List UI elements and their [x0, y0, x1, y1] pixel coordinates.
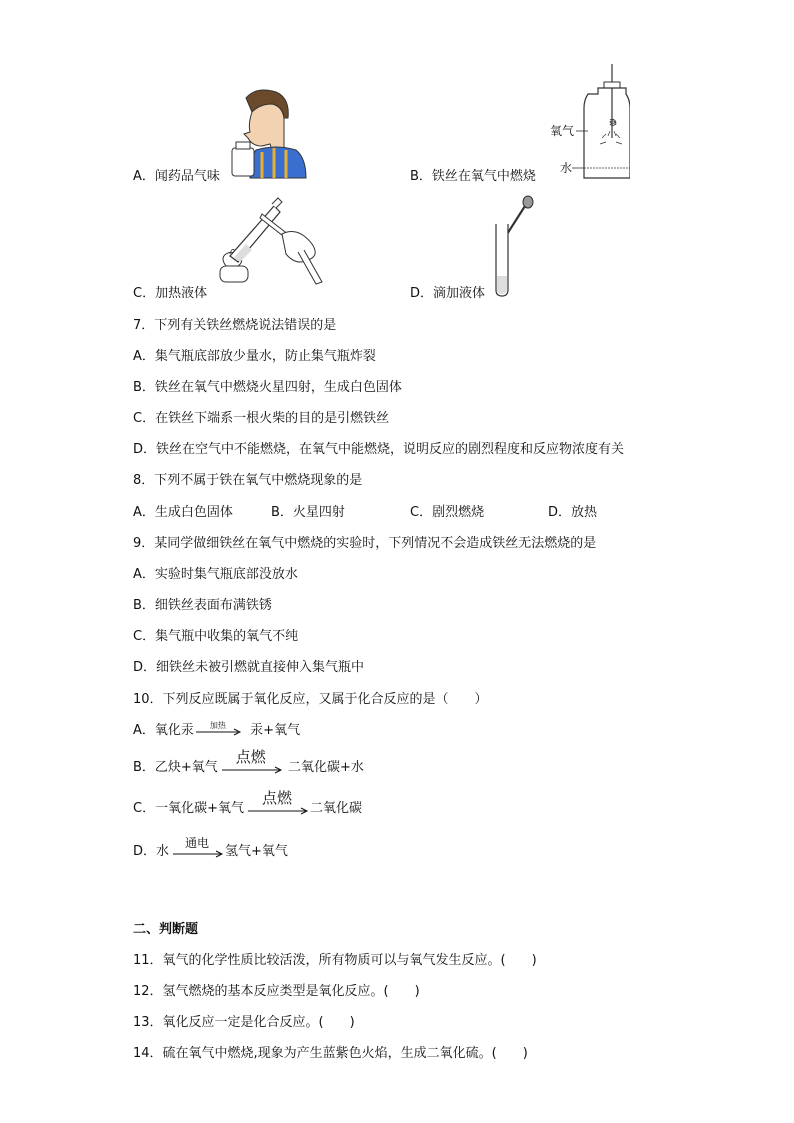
reaction-condition: 加热	[209, 720, 226, 730]
q10-option-a	[133, 720, 301, 739]
q9-option-a: A．实验时集气瓶底部没放水	[133, 567, 298, 582]
reaction-condition: 通电	[185, 835, 210, 850]
q9-option-c: C．集气瓶中收集的氧气不纯	[133, 629, 299, 644]
oxygen-label: 氧气	[550, 124, 575, 138]
q8-option-a: A．生成白色固体	[133, 505, 233, 520]
heating-liquid-figure	[212, 196, 330, 292]
q7-option-b: B．铁丝在氧气中燃烧火星四射，生成白色固体	[133, 380, 402, 395]
reaction-condition: 点燃	[261, 788, 292, 807]
reaction-arrow	[218, 747, 284, 775]
water-leader-line	[572, 167, 584, 171]
q10-option-d	[133, 835, 288, 860]
water-label: 水	[560, 161, 573, 175]
oxygen-leader-line	[576, 130, 588, 134]
q8-option-d: D．放热	[548, 505, 598, 520]
q6-option-d: D．滴加液体	[410, 286, 486, 301]
q7-option-a: A．集气瓶底部放少量水，防止集气瓶炸裂	[133, 349, 376, 364]
q7-option-c: C．在铁丝下端系一根火柴的目的是引燃铁丝	[133, 411, 390, 426]
reaction-condition: 点燃	[235, 747, 266, 766]
q10-d-product: 氢气+氧气	[225, 844, 288, 859]
q10-stem: 10．下列反应既属于氧化反应，又属于化合反应的是（ ）	[133, 692, 488, 707]
q10-option-b	[133, 747, 364, 776]
q6-option-a: A．闻药品气味	[133, 169, 220, 184]
smelling-figure	[226, 88, 308, 180]
q14-statement: 14．硫在氧气中燃烧,现象为产生蓝紫色火焰，生成二氧化硫。( )	[133, 1046, 528, 1061]
q12-statement: 12．氢气燃烧的基本反应类型是氧化反应。( )	[133, 984, 420, 999]
q11-statement: 11．氧气的化学性质比较活泼，所有物质可以与氧气发生反应。( )	[133, 953, 537, 968]
q7-option-d: D．铁丝在空气中不能燃烧，在氧气中能燃烧，说明反应的剧烈程度和反应物浓度有关	[133, 442, 625, 457]
section-title: 二、判断题	[133, 922, 199, 937]
q8-option-c: C．剧烈燃烧	[410, 505, 485, 520]
reaction-arrow	[169, 835, 225, 859]
q10-option-c	[133, 788, 362, 817]
q10-c-product: 二氧化碳	[309, 801, 362, 816]
q10-d-reactant: D．水	[133, 844, 170, 859]
q10-a-reactant: A．氧化汞	[133, 723, 194, 738]
q6-option-b: B．铁丝在氧气中燃烧	[410, 169, 536, 184]
q9-stem: 9．某同学做细铁丝在氧气中燃烧的实验时，下列情况不会造成铁丝无法燃烧的是	[133, 536, 597, 551]
reaction-arrow	[194, 720, 242, 738]
q9-option-d: D．细铁丝未被引燃就直接伸入集气瓶中	[133, 660, 365, 675]
q10-c-reactant: C．一氧化碳+氧气	[133, 801, 244, 816]
q6-option-c: C．加热液体	[133, 286, 208, 301]
q8-stem: 8．下列不属于铁在氧气中燃烧现象的是	[133, 473, 363, 488]
dropping-liquid-figure	[492, 194, 536, 298]
q13-statement: 13．氧化反应一定是化合反应。( )	[133, 1015, 355, 1030]
q10-a-product: 汞+氧气	[250, 723, 301, 738]
iron-burning-figure	[582, 64, 630, 182]
q8-option-b: B．火星四射	[271, 505, 345, 520]
q7-stem: 7．下列有关铁丝燃烧说法错误的是	[133, 318, 337, 333]
q10-b-reactant: B．乙炔+氧气	[133, 760, 218, 775]
q9-option-b: B．细铁丝表面布满铁锈	[133, 598, 272, 613]
q10-b-product: 二氧化碳+水	[287, 760, 364, 775]
reaction-arrow	[244, 788, 310, 816]
